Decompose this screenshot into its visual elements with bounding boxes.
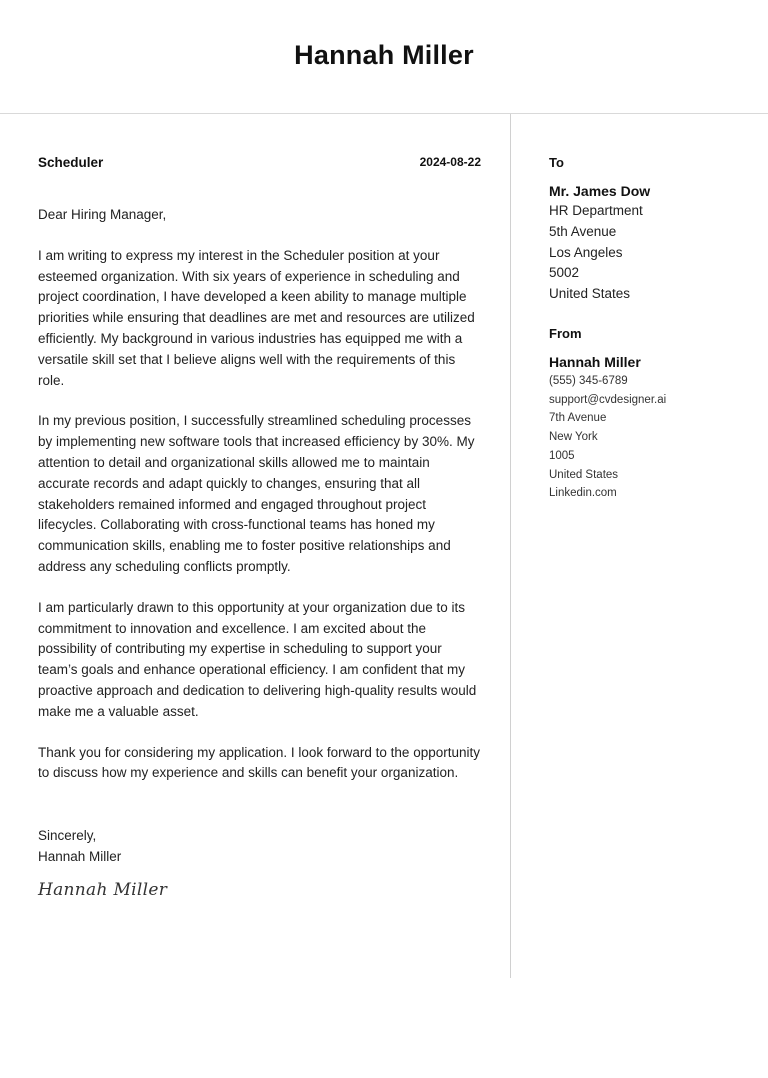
recipient-line: 5th Avenue [549,223,617,239]
sender-contact [549,372,759,503]
body-paragraph: In my previous position, I successfully streamlined scheduling processes by implementing new software tools that increased efficiency by 30%. My attention to detail and organizational skills allowed me to maintain accurate records and adapt quickly to changes, ensuring that all stakeholders remained informed and engaged throughout project lifecycles. Collaborating with cross-functional teams has honed my communication skills, enabling me to foster positive relationships and address any scheduling conflicts promptly. [38,413,475,574]
body-paragraph: Thank you for considering my application. I look forward to the opportunity to discuss how my experience and skills can benefit your organization. [38,744,480,781]
job-title: Scheduler [38,155,104,170]
sender-email: support@cvdesigner.ai [549,393,667,406]
body-paragraph: I am particularly drawn to this opportunity at your organization due to its commitment to innovation and excellence. I am excited about the possibility of contributing my expertise in scheduling to support your team’s goals and enhance operational efficiency. I am confident that my proactive approach and dedication to delivering high-quality results would make me a valuable asset. [38,599,477,719]
salutation: Dear Hiring Manager, [38,207,167,222]
recipient-line: Los Angeles [549,244,623,260]
sender-linkedin: Linkedin.com [549,487,617,500]
sender-street: 7th Avenue [549,412,607,425]
subject-row [38,150,481,178]
sender-heading: From [549,325,582,341]
recipient-address [549,201,759,305]
handwritten-signature: Hannah Miller [38,879,168,900]
body-paragraph: I am writing to express my interest in the Scheduler position at your esteemed organization. With six years of experience in scheduling and project coordination, I have developed a keen ability to manage multiple priorities while ensuring that deadlines are met and resources are utilized efficiently. My background in various industries has equipped me with a versatile skill set that I believe aligns well with the requirements of this role. [38,247,475,388]
recipient-name: Mr. James Dow [549,183,651,199]
sender-name: Hannah Miller [549,353,641,370]
recipient-line: United States [549,286,631,302]
closing-name: Hannah Miller [38,848,122,864]
address-sidebar [549,150,759,503]
letter-date: 2024-08-22 [419,155,481,169]
closing-phrase: Sincerely, [38,828,97,844]
recipient-line: HR Department [549,203,643,218]
letter-header [0,0,768,114]
recipient-heading: To [549,155,564,170]
letter-body [38,150,481,900]
recipient-line: 5002 [549,265,580,281]
applicant-name-title: Hannah Miller [294,40,474,70]
column-divider [510,114,511,978]
sender-phone: (555) 345-6789 [549,374,628,387]
sender-country: United States [549,468,619,481]
sender-city: New York [549,431,598,444]
sender-postcode: 1005 [549,449,575,462]
closing-block [38,826,481,868]
